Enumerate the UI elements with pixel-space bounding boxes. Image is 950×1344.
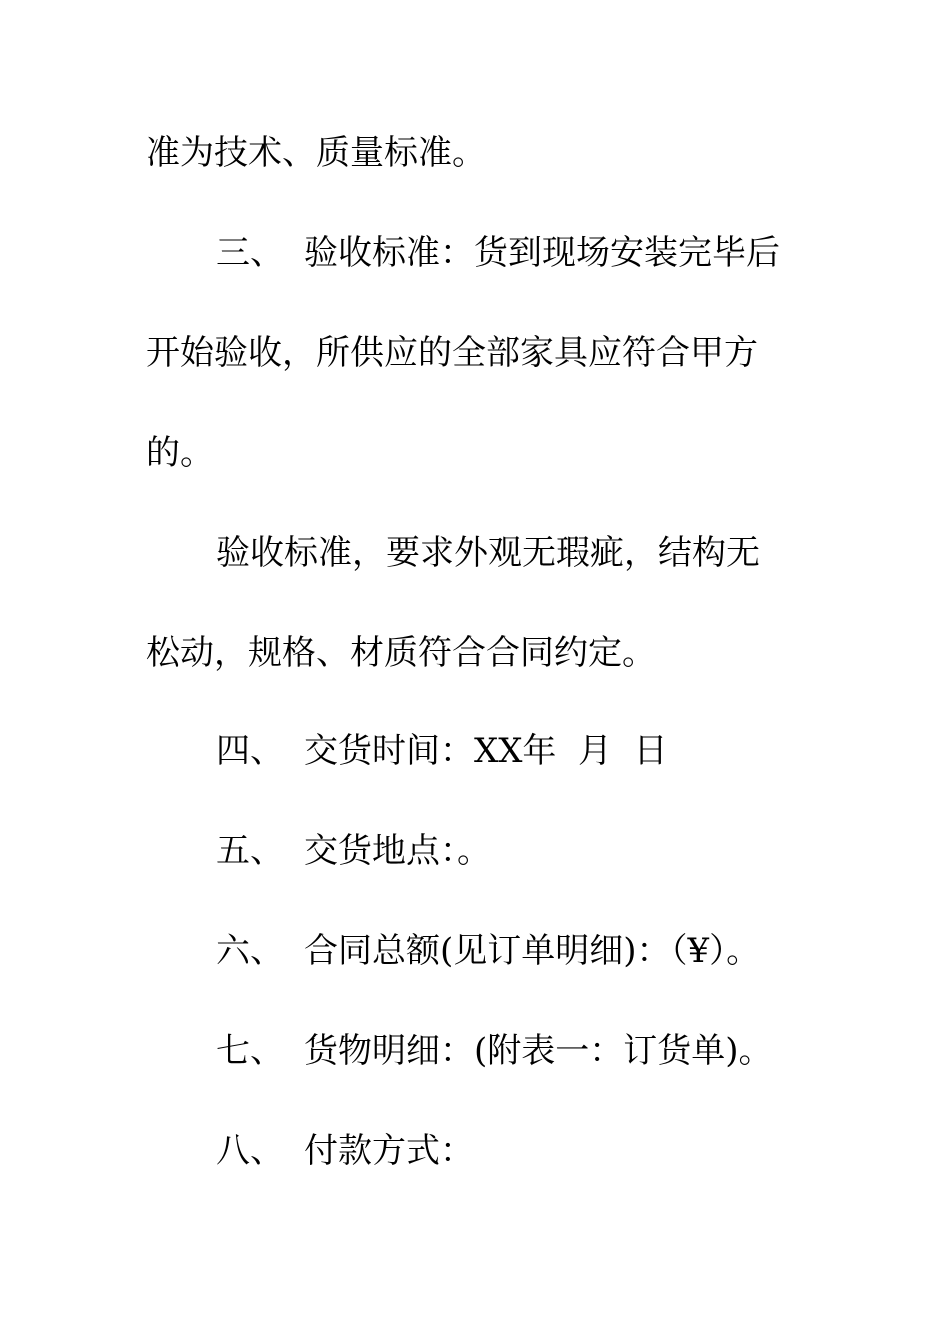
section-number: 八、 (216, 1131, 284, 1171)
section-seven-heading: 七、 货物明细：(附表一：订货单)。 (216, 1031, 773, 1071)
paragraph-line: 开始验收，所供应的全部家具应符合甲方 (146, 333, 758, 373)
section-number: 四、 (216, 731, 284, 771)
section-number: 七、 (216, 1031, 284, 1071)
paragraph-line: 松动，规格、材质符合合同约定。 (146, 633, 656, 673)
section-number: 六、 (216, 931, 284, 971)
paragraph-line: 的。 (146, 433, 214, 473)
section-eight-heading: 八、 付款方式： (216, 1131, 474, 1171)
section-four-heading: 四、 交货时间：XX年 月 日 (216, 731, 668, 771)
paragraph-line: 准为技术、质量标准。 (146, 133, 486, 173)
section-number: 三、 (216, 233, 284, 273)
section-six-heading: 六、 合同总额(见订单明细)：（¥）。 (216, 931, 761, 971)
section-three-heading: 三、 验收标准：货到现场安装完毕后 (216, 233, 780, 273)
section-five-heading: 五、 交货地点：。 (216, 831, 491, 871)
section-number: 五、 (216, 831, 284, 871)
paragraph-line: 验收标准，要求外观无瑕疵，结构无 (216, 533, 760, 573)
